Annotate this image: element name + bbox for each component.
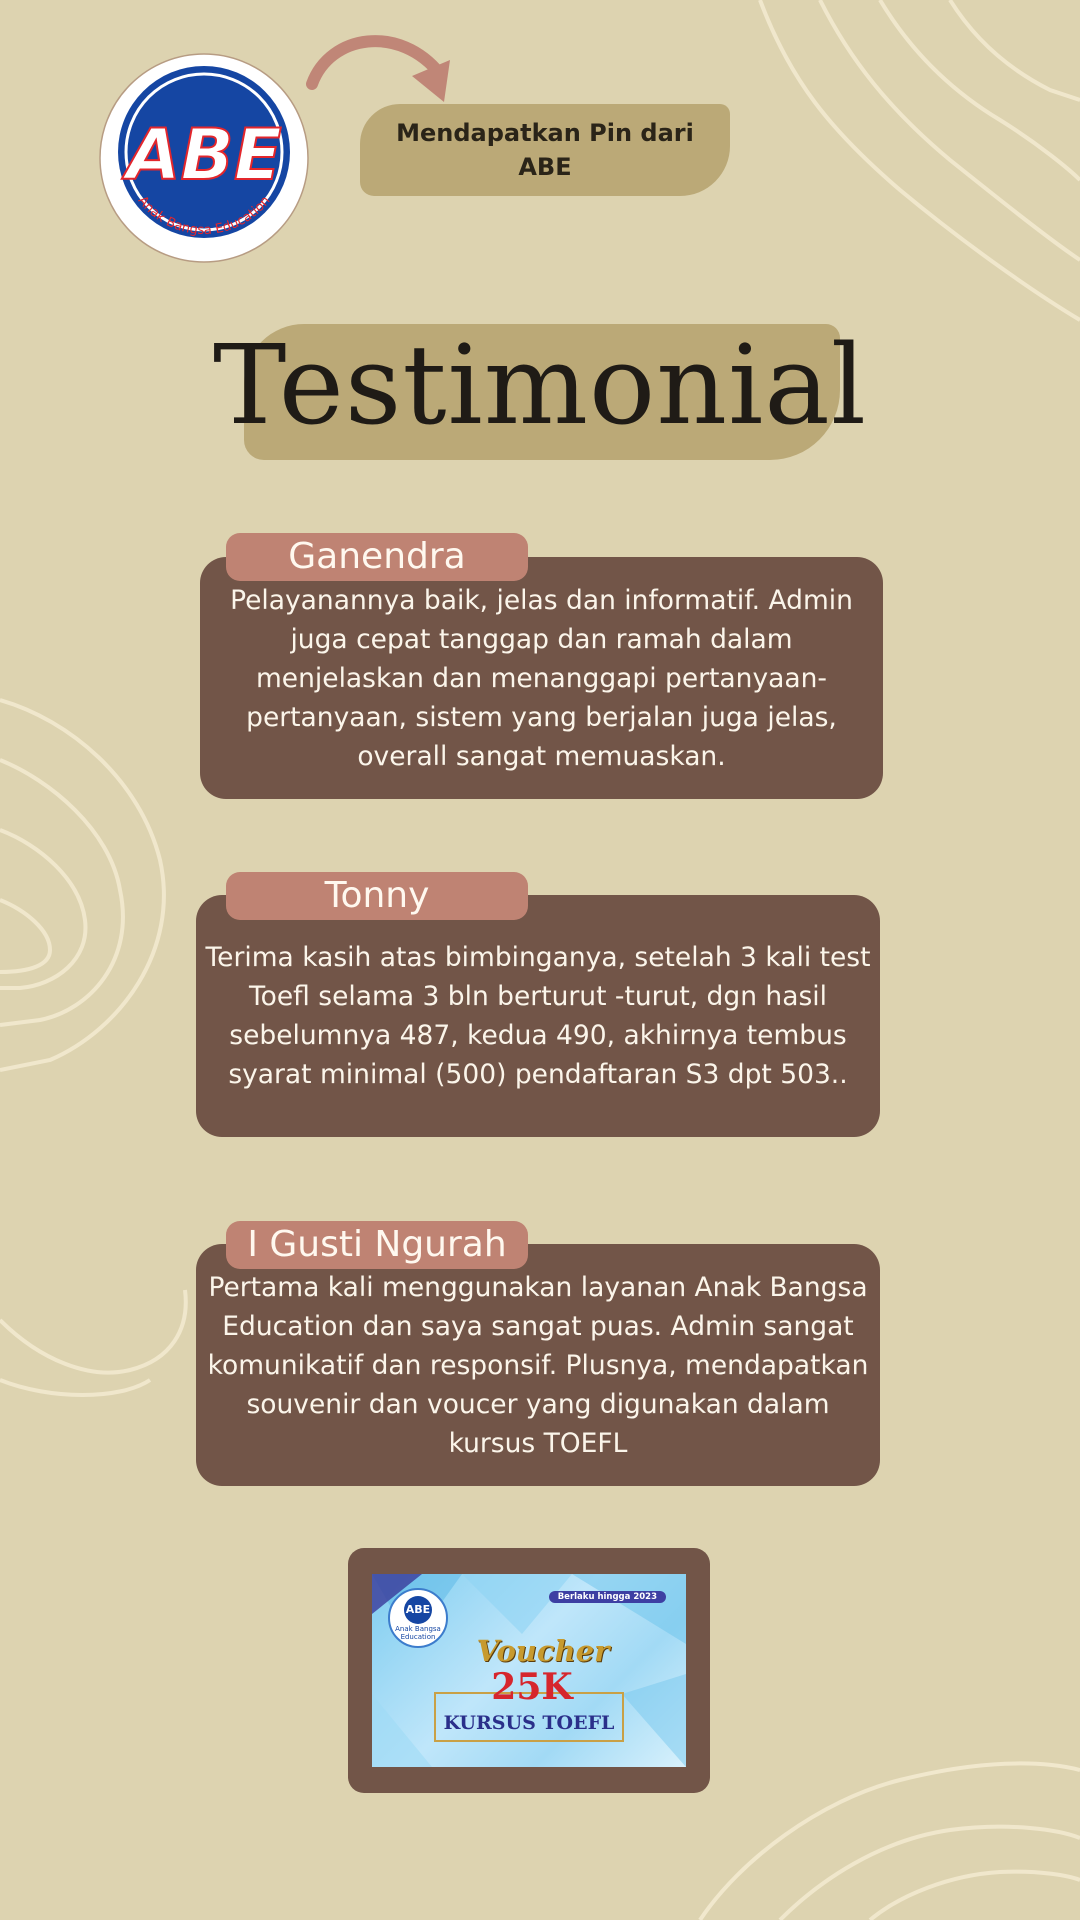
curved-arrow-icon xyxy=(300,24,460,114)
testimonial-name: Ganendra xyxy=(288,536,466,577)
voucher-word: Voucher xyxy=(476,1634,610,1668)
voucher-amount: 25K xyxy=(491,1666,573,1708)
voucher-logo-badge xyxy=(388,1588,448,1648)
testimonial-name: I Gusti Ngurah xyxy=(247,1224,507,1265)
voucher-image xyxy=(372,1574,686,1767)
testimonial-text: Terima kasih atas bimbinganya, setelah 3 kali test Toefl selama 3 bln berturut -turut, dgn hasil sebelumnya 487, kedua 490, akhirnya tembus syarat minimal (500) pendaftaran S3 dpt 503.. xyxy=(205,942,871,1090)
testimonial-name: Tonny xyxy=(324,875,430,916)
pin-label: Mendapatkan Pin dari ABE xyxy=(396,119,694,181)
testimonial-name-tag xyxy=(226,533,528,581)
testimonial-card-ganendra xyxy=(200,557,883,799)
pin-badge xyxy=(360,104,730,196)
voucher-logo: ABE xyxy=(404,1596,432,1624)
logo-text: ABE xyxy=(126,114,282,196)
testimonial-card-tonny xyxy=(196,895,880,1137)
logo-caption: Anak Bangsa Education xyxy=(134,193,274,239)
voucher-logo-caption: Anak Bangsa Education xyxy=(395,1625,441,1641)
testimonial-name-tag xyxy=(226,1221,528,1269)
testimonial-card-i-gusti-ngurah xyxy=(196,1244,880,1486)
page-title: Testimonial xyxy=(212,321,868,449)
voucher-course: KURSUS TOEFL xyxy=(443,1712,615,1734)
abe-logo xyxy=(98,52,310,264)
voucher-validity: Berlaku hingga 2023 xyxy=(549,1591,666,1603)
testimonial-text: Pertama kali menggunakan layanan Anak Bangsa Education dan saya sangat puas. Admin sangat komunikatif dan responsif. Plusnya, mendapatkan souvenir dan voucer yang digunakan dalam kursus TOEFL xyxy=(207,1271,869,1459)
testimonial-text: Pelayanannya baik, jelas dan informatif. Admin juga cepat tanggap dan ramah dalam menjelaskan dan menanggapi pertanyaan-pertanyaan, sistem yang berjalan juga jelas, overall sangat memuaskan. xyxy=(230,584,853,772)
testimonial-name-tag xyxy=(226,872,528,920)
